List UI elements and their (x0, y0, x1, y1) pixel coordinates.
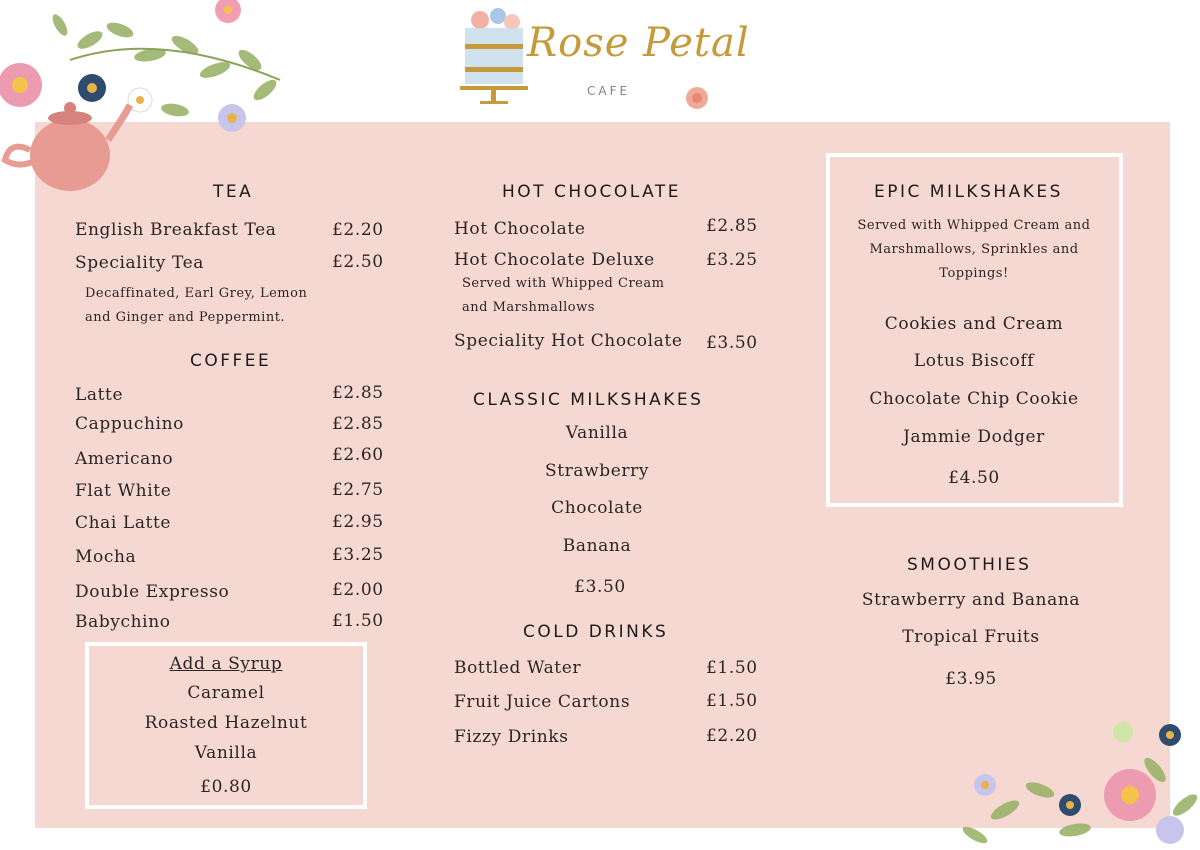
menu-item-price: £2.00 (332, 580, 384, 600)
syrup-option: Vanilla (194, 743, 258, 763)
epic-milkshake-flavour: Lotus Biscoff (913, 351, 1035, 371)
menu-item-name: Bottled Water (454, 658, 582, 678)
menu-item-name: Double Expresso (75, 582, 230, 602)
cafe-subtitle: CAFE (587, 84, 631, 98)
menu-item-price: £2.85 (706, 216, 758, 236)
epic-milkshake-flavour: Chocolate Chip Cookie (869, 389, 1079, 409)
menu-item-name: Speciality Hot Chocolate (454, 331, 683, 351)
smoothie-flavour: Strawberry and Banana (861, 590, 1081, 610)
menu-item-name: Fizzy Drinks (454, 727, 569, 747)
smoothies-price: £3.95 (945, 669, 997, 689)
menu-item-name: Babychino (75, 612, 171, 632)
milkshake-flavour: Chocolate (551, 498, 643, 518)
menu-item-name: Latte (75, 385, 124, 405)
menu-item-price: £2.85 (332, 383, 384, 403)
menu-item-name: Flat White (75, 481, 172, 501)
syrup-title: Add a Syrup (169, 654, 283, 674)
hot-chocolate-deluxe-note: Served with Whipped Cream and Marshmallows (462, 276, 665, 315)
epic-milkshake-flavour: Cookies and Cream (884, 314, 1064, 334)
rose-icon (683, 84, 713, 114)
menu-item-name: Chai Latte (75, 513, 172, 533)
menu-item-price: £2.60 (332, 445, 384, 465)
syrup-option: Caramel (187, 683, 265, 703)
menu-item-price: £3.25 (332, 545, 384, 565)
menu-item-name: English Breakfast Tea (75, 220, 277, 240)
hot-chocolate-heading: HOT CHOCOLATE (502, 182, 682, 202)
floral-illustration-bottom-right (945, 710, 1200, 850)
milkshake-flavour: Strawberry (544, 461, 650, 481)
syrup-price: £0.80 (200, 777, 252, 797)
syrup-option: Roasted Hazelnut (144, 713, 308, 733)
menu-item-name: Hot Chocolate Deluxe (454, 250, 655, 270)
epic-milkshake-flavour: Jammie Dodger (903, 427, 1045, 447)
menu-item-price: £2.85 (332, 414, 384, 434)
milkshake-flavour: Vanilla (565, 423, 629, 443)
menu-item-name: Speciality Tea (75, 253, 205, 273)
cafe-logo (455, 2, 750, 114)
cold-drinks-heading: COLD DRINKS (523, 622, 669, 642)
tea-heading: TEA (213, 182, 254, 202)
menu-item-price: £2.50 (332, 252, 384, 272)
menu-item-price: £3.25 (706, 250, 758, 270)
menu-item-name: Americano (75, 449, 174, 469)
menu-item-name: Cappuchino (75, 414, 184, 434)
menu-item-price: £1.50 (706, 658, 758, 678)
menu-item-name: Mocha (75, 547, 137, 567)
classic-milkshakes-heading: CLASSIC MILKSHAKES (473, 390, 704, 410)
milkshake-flavour: Banana (562, 536, 632, 556)
menu-item-price: £1.50 (706, 691, 758, 711)
classic-milkshakes-price: £3.50 (574, 577, 626, 597)
coffee-heading: COFFEE (190, 351, 272, 371)
menu-item-price: £3.50 (706, 333, 758, 353)
epic-milkshakes-heading: EPIC MILKSHAKES (874, 182, 1063, 202)
smoothie-flavour: Tropical Fruits (902, 627, 1040, 647)
cafe-name: Rose Petal (527, 20, 750, 66)
speciality-tea-note: Decaffinated, Earl Grey, Lemon and Ginger and Peppermint. (85, 286, 308, 325)
menu-item-name: Hot Chocolate (454, 219, 586, 239)
smoothies-heading: SMOOTHIES (907, 555, 1032, 575)
epic-milkshakes-description: Served with Whipped Cream and Marshmallows, Sprinkles and Toppings! (857, 218, 1091, 281)
epic-milkshakes-price: £4.50 (948, 468, 1000, 488)
menu-item-price: £2.20 (706, 726, 758, 746)
teapot-floral-illustration (0, 0, 300, 200)
menu-item-price: £2.20 (332, 220, 384, 240)
menu-item-price: £1.50 (332, 611, 384, 631)
menu-item-price: £2.95 (332, 512, 384, 532)
menu-item-name: Fruit Juice Cartons (454, 692, 631, 712)
menu-item-price: £2.75 (332, 480, 384, 500)
cake-icon (460, 6, 530, 106)
